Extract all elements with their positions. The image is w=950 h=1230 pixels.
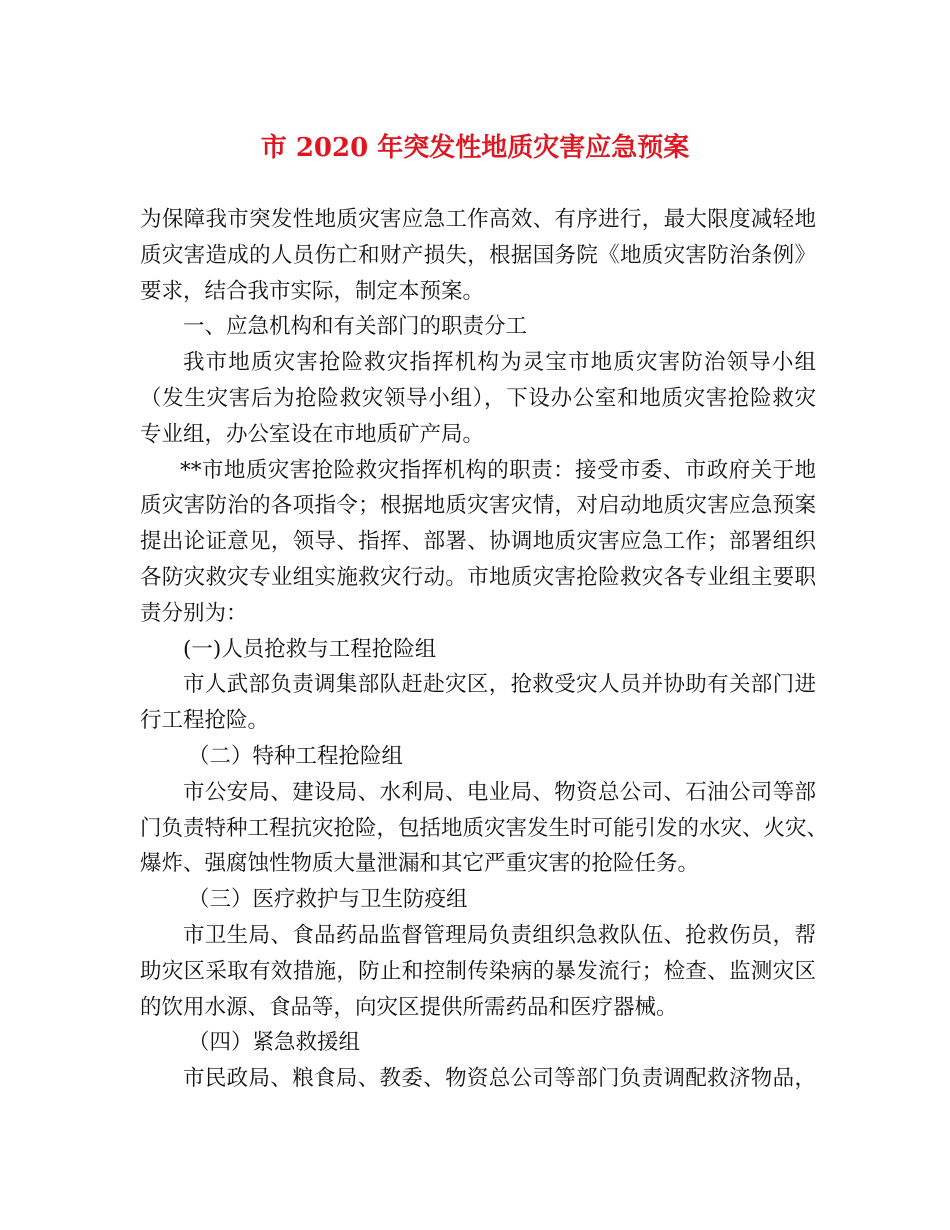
text-line: 门负责特种工程抗灾抢险，包括地质灾害发生时可能引发的水灾、火灾、 — [140, 815, 829, 841]
text-line: 市民政局、粮食局、教委、物资总公司等部门负责调配救济物品， — [183, 1066, 816, 1092]
subsection-heading: （四）紧急救援组 — [188, 1030, 361, 1056]
text-line: 质灾害造成的人员伤亡和财产损失，根据国务院《地质灾害防治条例》 — [140, 242, 816, 268]
text-line: 的饮用水源、食品等，向灾区提供所需药品和医疗器械。 — [140, 994, 678, 1020]
text-line: 专业组，办公室设在市地质矿产局。 — [140, 421, 485, 447]
text-line: 责分别为： — [140, 600, 248, 626]
document-body — [140, 202, 829, 1097]
subsection-heading: （三）医疗救护与卫生防疫组 — [188, 887, 468, 913]
text-line: 要求，结合我市实际，制定本预案。 — [140, 278, 485, 304]
text-line: 爆炸、强腐蚀性物质大量泄漏和其它严重灾害的抢险任务。 — [140, 851, 700, 877]
text-line: 提出论证意见，领导、指挥、部署、协调地质灾害应急工作；部署组织 — [140, 529, 816, 555]
document-title: 市 2020 年突发性地质灾害应急预案 — [260, 133, 690, 163]
text-line: **市地质灾害抢险救灾指挥机构的职责：接受市委、市政府关于地 — [180, 457, 816, 483]
text-line: 市人武部负责调集部队赶赴灾区，抢救受灾人员并协助有关部门进 — [183, 672, 816, 698]
text-line: 市卫生局、食品药品监督管理局负责组织急救队伍、抢救伤员，帮 — [183, 922, 816, 948]
text-line: 助灾区采取有效措施，防止和控制传染病的暴发流行；检查、监测灾区 — [140, 958, 816, 984]
section-heading: 一、应急机构和有关部门的职责分工 — [183, 314, 528, 340]
text-line: （发生灾害后为抢险救灾领导小组），下设办公室和地质灾害抢险救灾 — [140, 385, 816, 411]
text-line: 各防灾救灾专业组实施救灾行动。市地质灾害抢险救灾各专业组主要职 — [140, 564, 816, 590]
subsection-heading: （二）特种工程抢险组 — [188, 743, 404, 769]
text-line: 行工程抢险。 — [140, 708, 270, 734]
text-line: 我市地质灾害抢险救灾指挥机构为灵宝市地质灾害防治领导小组 — [183, 350, 816, 376]
text-line: 质灾害防治的各项指令；根据地质灾害灾情，对启动地质灾害应急预案 — [140, 493, 816, 519]
subsection-heading: (一)人员抢救与工程抢险组 — [183, 636, 437, 662]
text-line: 为保障我市突发性地质灾害应急工作高效、有序进行，最大限度减轻地 — [140, 207, 816, 232]
text-line: 市公安局、建设局、水利局、电业局、物资总公司、石油公司等部 — [183, 779, 816, 805]
